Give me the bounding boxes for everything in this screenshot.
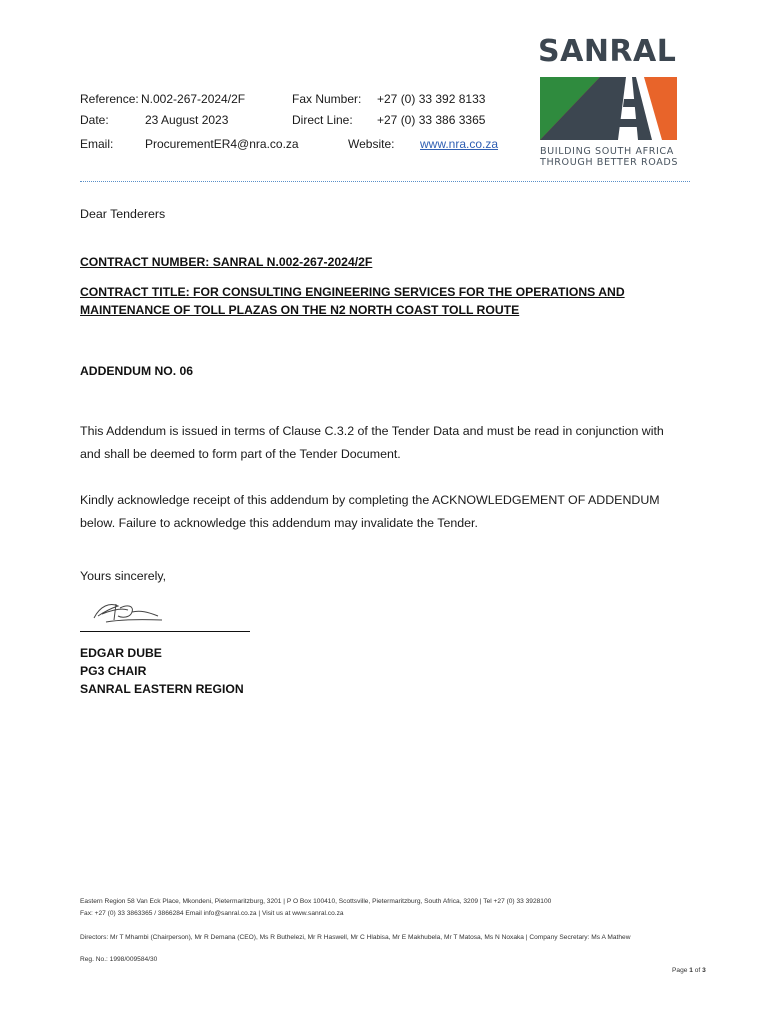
- page-of: of: [692, 967, 703, 974]
- fax-label: Fax Number:: [292, 92, 362, 106]
- signatory-organisation: SANRAL EASTERN REGION: [80, 682, 244, 696]
- email-value[interactable]: ProcurementER4@nra.co.za: [145, 137, 299, 151]
- sanral-road-logo: [540, 77, 677, 140]
- footer-directors: Directors: Mr T Mhambi (Chairperson), Mr R Demana (CEO), Ms R Buthelezi, Mr R Haswell, Mr C Hlabisa, Mr E Makhubela, Mr T Matosa, Ms N Noxaka | Company Secretary: Ms A Mathew: [80, 934, 631, 941]
- email-label: Email:: [80, 137, 114, 151]
- contract-number: CONTRACT NUMBER: SANRAL N.002-267-2024/2F: [80, 255, 373, 269]
- paragraph-1-line-2: and shall be deemed to form part of the Tender Document.: [80, 447, 401, 461]
- footer-contact: Fax: +27 (0) 33 3863365 / 3866284 Email info@sanral.co.za | Visit us at www.sanral.co.za: [80, 910, 344, 917]
- website-link[interactable]: www.nra.co.za: [420, 137, 499, 151]
- header-divider: [80, 181, 690, 182]
- page-number: [672, 967, 706, 974]
- contract-title-line-1: CONTRACT TITLE: FOR CONSULTING ENGINEERING SERVICES FOR THE OPERATIONS AND: [80, 285, 625, 299]
- direct-line-value: +27 (0) 33 386 3365: [377, 113, 486, 127]
- handwritten-signature: [88, 598, 168, 626]
- page-total: 3: [702, 967, 706, 974]
- contract-title-line-2: MAINTENANCE OF TOLL PLAZAS ON THE N2 NORTH COAST TOLL ROUTE: [80, 303, 520, 317]
- paragraph-2-line-2: below. Failure to acknowledge this addendum may invalidate the Tender.: [80, 516, 478, 530]
- reference-value: N.002-267-2024/2F: [141, 92, 246, 106]
- date-label: Date:: [80, 113, 109, 127]
- fax-value: +27 (0) 33 392 8133: [377, 92, 486, 106]
- sanral-wordmark: SANRAL: [538, 34, 677, 69]
- page-prefix: Page: [672, 967, 690, 974]
- closing: Yours sincerely,: [80, 569, 167, 583]
- footer-address: Eastern Region 58 Van Eck Place, Mkondeni, Pietermaritzburg, 3201 | P O Box 100410, Scottsville, Pietermaritzburg, South Africa, 3209 | Tel +27 (0) 33 3928100: [80, 898, 552, 905]
- paragraph-2-line-1: Kindly acknowledge receipt of this addendum by completing the ACKNOWLEDGEMENT OF ADDENDUM: [80, 493, 660, 507]
- salutation: Dear Tenderers: [80, 207, 166, 221]
- page-current: 1: [689, 967, 693, 974]
- signatory-title: PG3 CHAIR: [80, 664, 147, 678]
- website-label: Website:: [348, 137, 395, 151]
- date-value: 23 August 2023: [145, 113, 229, 127]
- tagline-line-2: THROUGH BETTER ROADS: [540, 157, 679, 168]
- reference-label: Reference:: [80, 92, 139, 106]
- footer-registration: Reg. No.: 1998/009584/30: [80, 956, 158, 963]
- signature-line: [80, 631, 250, 632]
- addendum-number: ADDENDUM NO. 06: [80, 364, 194, 378]
- signatory-name: EDGAR DUBE: [80, 646, 162, 660]
- tagline-line-1: BUILDING SOUTH AFRICA: [540, 146, 674, 157]
- direct-line-label: Direct Line:: [292, 113, 353, 127]
- paragraph-1-line-1: This Addendum is issued in terms of Clause C.3.2 of the Tender Data and must be read in conjunction with: [80, 424, 664, 438]
